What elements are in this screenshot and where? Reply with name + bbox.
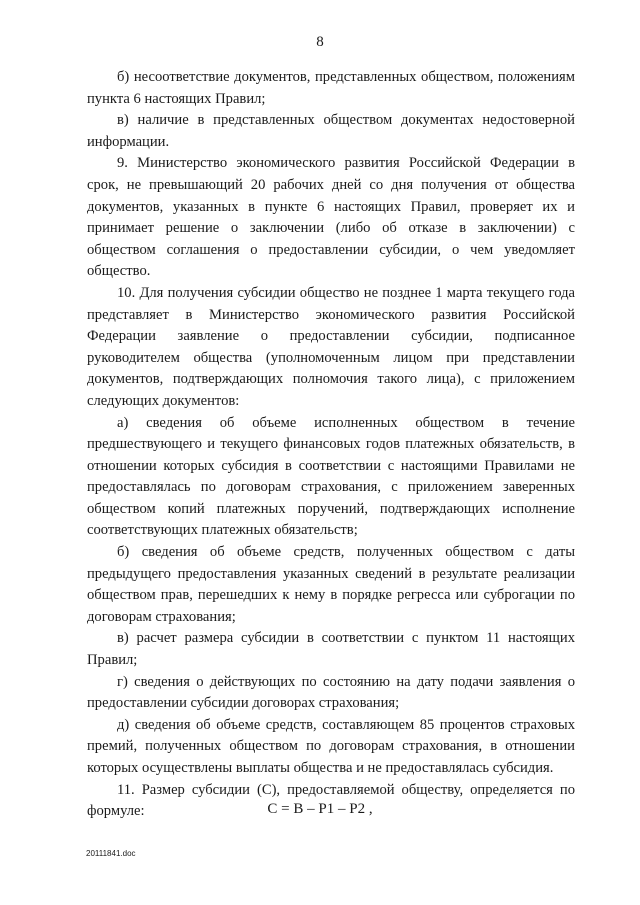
paragraph-d-premiums: д) сведения об объеме средств, составляющем 85 процентов страховых премий, полученных обществом по договорам страхования, в отношении которых осуществлены выплаты общества и не предоставлялась субсидия.	[87, 716, 575, 776]
footer-filename: 20111841.doc	[86, 849, 136, 858]
paragraph-10-application: 10. Для получения субсидии общество не позднее 1 марта текущего года представляет в Министерство экономического развития Российской Федерации заявление о предоставлении субсидии, подписанное руководителем общества (уполномоченным лицом при представлении документов, подтверждающих полномочия такого лица), с приложением следующих документов:	[87, 284, 575, 409]
page-number: 8	[316, 34, 324, 50]
paragraph-v-false-info: в) наличие в представленных обществом документах недостоверной информации.	[87, 112, 575, 150]
document-body	[87, 67, 575, 823]
paragraph-b-funds-received: б) сведения об объеме средств, полученных обществом с даты предыдущего предоставления указанных сведений в результате реализации обществом прав, перешедших к нему в порядке регресса или суброгации по договорам страхования;	[87, 544, 575, 625]
paragraph-v-calculation: в) расчет размера субсидии в соответствии с пунктом 11 настоящих Правил;	[87, 630, 575, 669]
paragraph-g-contracts: г) сведения о действующих по состоянию на дату подачи заявления о предоставлении субсидии договорах страхования;	[87, 673, 575, 712]
subsidy-formula: С = В – Р1 – Р2 ,	[267, 801, 373, 817]
paragraph-a-obligations: а) сведения об объеме исполненных обществом в течение предшествующего и текущего финансовых годов платежных обязательств, в отношении которых субсидия в соответствии с настоящими Правилами не предоставлялась по договорам страхования, с приложением заверенных обществом копий платежных поручений, подтверждающих исполнение соответствующих платежных обязательств;	[87, 414, 575, 539]
paragraph-b-noncompliance: б) несоответствие документов, представленных обществом, положениям пункта 6 настоящих Правил;	[87, 69, 575, 107]
paragraph-11-subsidy-size: 11. Размер субсидии (С), предоставляемой обществу, определяется по формуле:	[87, 781, 575, 820]
paragraph-9-ministry-review: 9. Министерство экономического развития Российской Федерации в срок, не превышающий 20 рабочих дней со дня получения от общества документов, указанных в пункте 6 настоящих Правил, проверяет их и принимает решение о заключении (либо об отказе в заключении) с обществом соглашения о предоставлении субсидии, о чем уведомляет общество.	[87, 155, 575, 280]
